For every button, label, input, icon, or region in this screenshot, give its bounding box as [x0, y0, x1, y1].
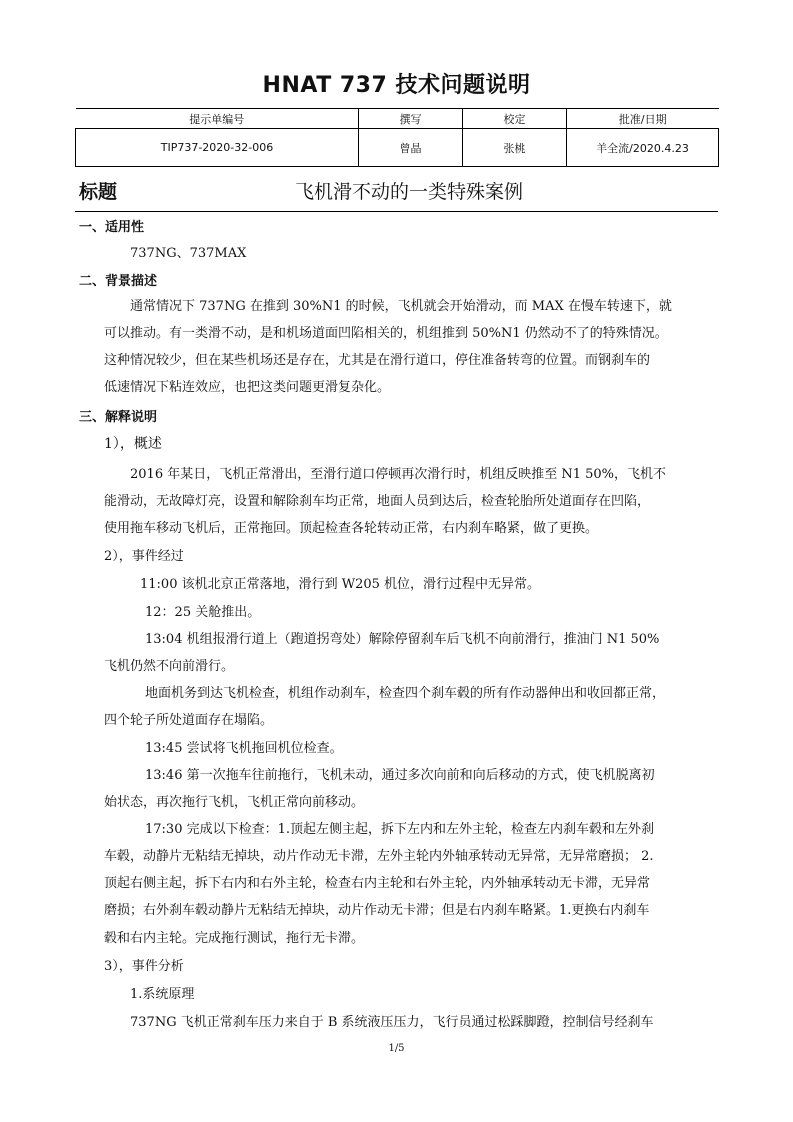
body-line: 能滑动，无故障灯亮，设置和解除刹车均正常，地面人员到达后，检查轮胎所处道面存在凹陷， [104, 494, 651, 509]
body-line: 地面机务到达飞机检查，机组作动刹车，检查四个刹车毂的所有作动器伸出和收回都正常， [145, 686, 666, 701]
body-line: 13:45 尝试将飞机拖回机位检查。 [145, 741, 343, 756]
header-author: 撰写 [359, 109, 463, 129]
subheading-event-process: 2），事件经过 [104, 549, 184, 564]
body-line: 四个轮子所处道面存在塌陷。 [104, 713, 274, 728]
subject-label: 标题 [79, 181, 118, 203]
body-line: 车毂，动静片无粘结无掉块，动片作动无卡滞，左外主轮内外轴承转动无异常，无异常磨损； 2. [104, 849, 654, 864]
body-line: 13:46 第一次拖车往前拖行，飞机未动，通过多次向前和向后移动的方式，使飞机脱离初 [145, 768, 655, 783]
section-applicability-heading: 一、适用性 [79, 220, 145, 235]
section-background-heading: 二、背景描述 [79, 274, 158, 289]
tip-info-table [75, 108, 719, 167]
subheading-overview: 1），概述 [104, 436, 162, 452]
body-line: 通常情况下 737NG 在推到 30%N1 的时候，飞机就会开始滑动，而 MAX 在慢车转速下，就 [130, 299, 672, 314]
document-title: HNAT 737 技术问题说明 [262, 73, 531, 98]
table-header-row [76, 109, 719, 129]
header-reviewer: 校定 [463, 109, 567, 129]
page-number: 1/5 [388, 1043, 405, 1054]
body-line: 737NG 飞机正常刹车压力来自于 B 系统液压压力，飞行员通过松踩脚蹬，控制信号经刹车 [130, 1015, 654, 1030]
body-line: 可以推动。有一类滑不动，是和机场道面凹陷相关的，机组推到 50%N1 仍然动不了的特殊情况。 [104, 326, 668, 341]
section-explanation-heading: 三、解释说明 [79, 410, 158, 425]
subheading-event-analysis: 3），事件分析 [104, 959, 184, 974]
body-line: 13:04 机组报滑行道上（跑道拐弯处）解除停留刹车后飞机不向前滑行，推油门 N1 50% [145, 632, 660, 647]
body-line: 使用拖车移动飞机后，正常拖回。顶起检查各轮转动正常，右内刹车略紧，做了更换。 [104, 521, 599, 536]
header-tip-number: 提示单编号 [76, 109, 359, 129]
body-line: 这种情况较少，但在某些机场还是存在，尤其是在滑行道口，停住准备转弯的位置。而钢刹车的 [104, 353, 651, 368]
body-line: 低速情况下粘连效应，也把这类问题更滑复杂化。 [104, 380, 391, 395]
value-tip-number: TIP737-2020-32-006 [76, 129, 359, 167]
body-line: 毂和右内主轮。完成拖行测试，拖行无卡滞。 [104, 931, 365, 946]
value-author: 曾晶 [359, 129, 463, 167]
body-line: 11:00 该机北京正常落地，滑行到 W205 机位，滑行过程中无异常。 [140, 577, 541, 592]
value-reviewer: 张桃 [463, 129, 567, 167]
subject-text: 飞机滑不动的一类特殊案例 [295, 181, 524, 203]
body-line: 顶起右侧主起，拆下右内和右外主轮，检查右内主轮和右外主轮，内外轴承转动无卡滞，无异常 [104, 876, 651, 891]
value-approval-date: 羊全流/2020.4.23 [567, 129, 719, 167]
subject-row [75, 171, 718, 212]
body-line: 737NG、737MAX [130, 246, 247, 261]
body-line: 2016 年某日，飞机正常滑出，至滑行道口停顿再次滑行时，机组反映推至 N1 50%，飞机不 [130, 467, 667, 482]
table-value-row [76, 129, 719, 167]
subheading-system-principle: 1.系统原理 [130, 987, 195, 1002]
body-line: 飞机仍然不向前滑行。 [104, 659, 235, 674]
body-line: 始状态，再次拖行飞机，飞机正常向前移动。 [104, 795, 365, 810]
body-line: 17:30 完成以下检查：1.顶起左侧主起，拆下左内和左外主轮，检查左内刹车毂和左外刹 [145, 822, 655, 837]
header-approval-date: 批准/日期 [567, 109, 719, 129]
body-line: 12：25 关舱推出。 [145, 605, 261, 620]
body-line: 磨损；右外刹车毂动静片无粘结无掉块，动片作动无卡滞；但是右内刹车略紧。1.更换右内刹车 [104, 903, 650, 918]
